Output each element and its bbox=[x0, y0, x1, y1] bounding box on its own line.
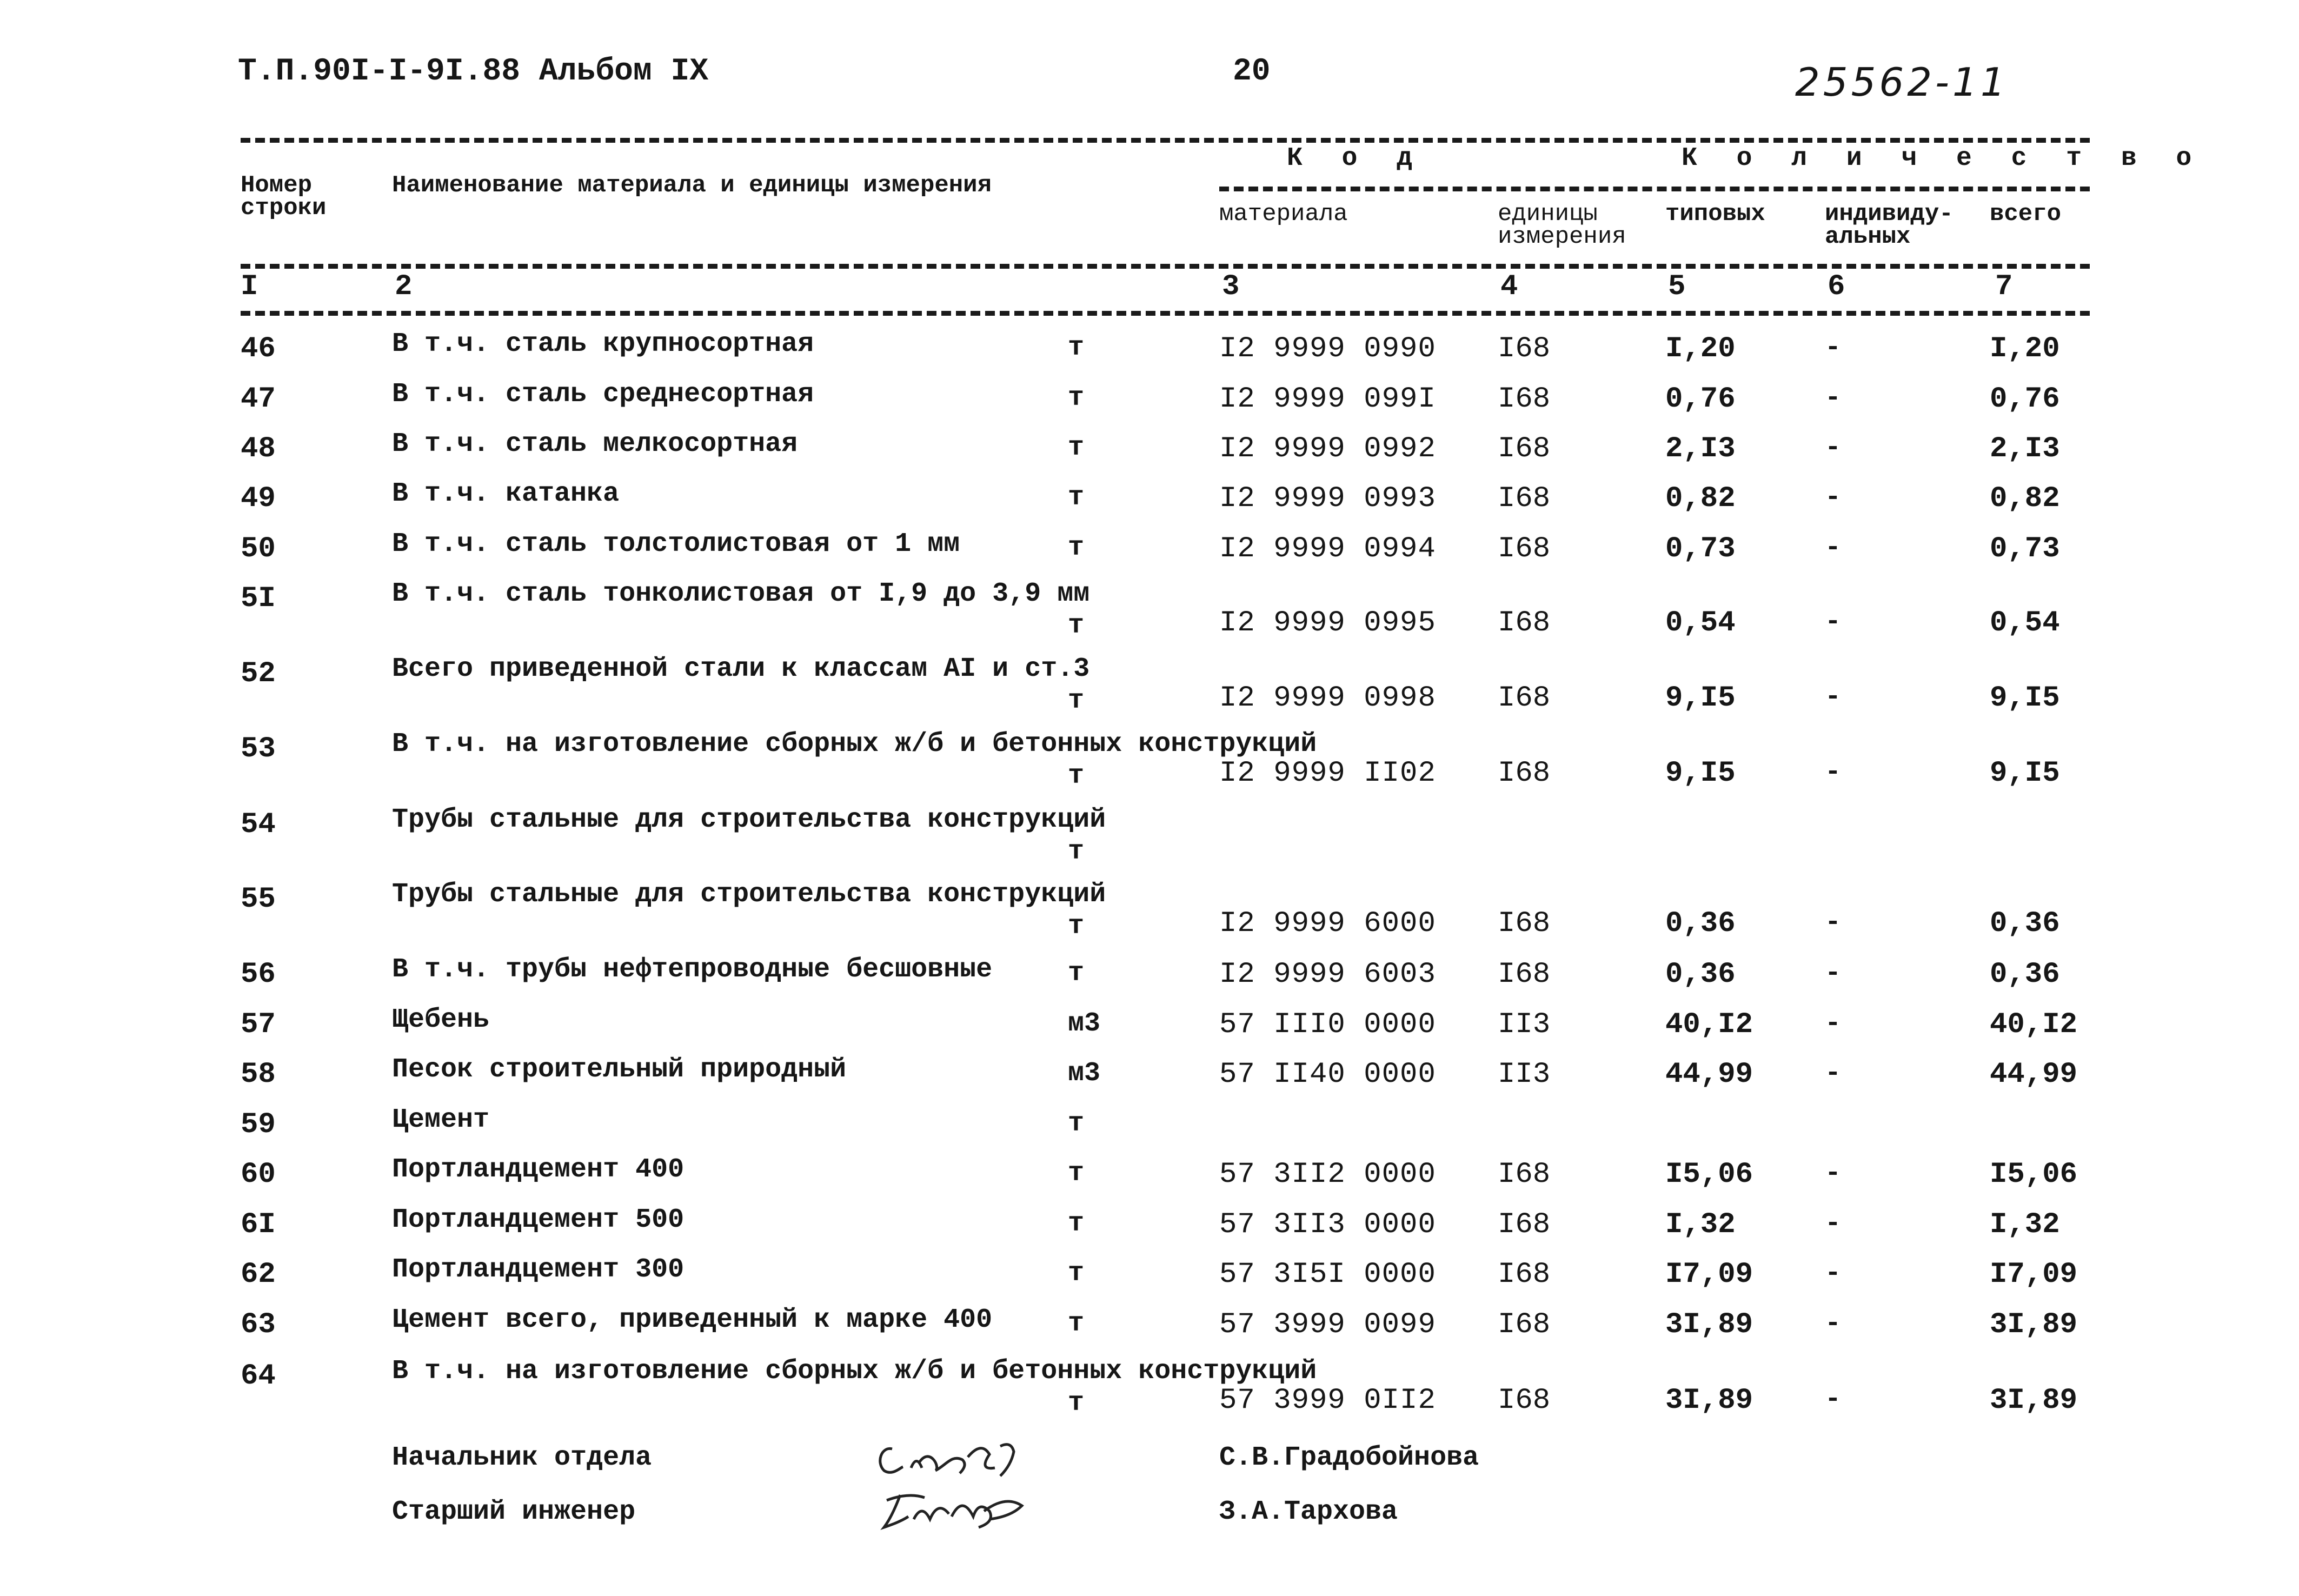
total-quantity: 9,I5 bbox=[1990, 682, 2060, 715]
material-code: I2 9999 0994 bbox=[1219, 533, 1436, 566]
row-number: 60 bbox=[241, 1158, 276, 1191]
typical-quantity: 40,I2 bbox=[1665, 1008, 1753, 1041]
material-name: Всего приведенной стали к классам АI и ст.3 bbox=[392, 654, 1090, 684]
individual-quantity: - bbox=[1825, 1008, 1842, 1039]
typical-quantity: 0,73 bbox=[1665, 533, 1736, 566]
header-typical: типовых bbox=[1665, 201, 1765, 228]
header-quantity-group: К о л и ч е с т в о bbox=[1682, 144, 2204, 173]
total-quantity: I,32 bbox=[1990, 1208, 2060, 1241]
header-individual: индивиду-альных bbox=[1825, 201, 1954, 250]
column-number: 5 bbox=[1668, 270, 1686, 303]
typical-quantity: 9,I5 bbox=[1665, 682, 1736, 715]
material-code: 57 3999 0099 bbox=[1219, 1308, 1436, 1341]
material-code: I2 9999 6003 bbox=[1219, 958, 1436, 991]
measure-code: I68 bbox=[1498, 682, 1551, 715]
material-name: В т.ч. катанка bbox=[392, 478, 620, 509]
total-quantity: 0,73 bbox=[1990, 533, 2060, 566]
material-code: 57 3999 0II2 bbox=[1219, 1384, 1436, 1417]
material-name: Щебень bbox=[392, 1005, 490, 1035]
typical-quantity: 2,I3 bbox=[1665, 433, 1736, 466]
total-quantity: 40,I2 bbox=[1990, 1008, 2078, 1041]
total-quantity: I5,06 bbox=[1990, 1158, 2078, 1191]
material-name: В т.ч. на изготовление сборных ж/б и бетонных конструкций bbox=[392, 729, 1317, 760]
unit: т bbox=[1068, 1108, 1085, 1139]
document-reference: Т.П.90I-I-9I.88 Альбом IX bbox=[238, 54, 709, 89]
measure-code: I68 bbox=[1498, 1208, 1551, 1241]
header-measure-code: единицы измерения bbox=[1498, 201, 1626, 250]
row-number: 46 bbox=[241, 332, 276, 365]
measure-code: I68 bbox=[1498, 1258, 1551, 1291]
individual-quantity: - bbox=[1825, 682, 1842, 713]
measure-code: I68 bbox=[1498, 607, 1551, 640]
column-number: 4 bbox=[1500, 270, 1518, 303]
material-name: В т.ч. на изготовление сборных ж/б и бетонных конструкций bbox=[392, 1356, 1317, 1387]
individual-quantity: - bbox=[1825, 607, 1842, 637]
row-number: 62 bbox=[241, 1258, 276, 1291]
unit: м3 bbox=[1068, 1008, 1101, 1039]
unit: т bbox=[1068, 958, 1085, 989]
individual-quantity: - bbox=[1825, 1208, 1842, 1239]
row-number: 59 bbox=[241, 1108, 276, 1141]
row-number: 53 bbox=[241, 733, 276, 766]
column-number: 2 bbox=[395, 270, 413, 303]
typical-quantity: I5,06 bbox=[1665, 1158, 1753, 1191]
measure-code: II3 bbox=[1498, 1058, 1551, 1091]
row-number: 57 bbox=[241, 1008, 276, 1041]
total-quantity: 0,76 bbox=[1990, 383, 2060, 416]
material-name: В т.ч. сталь толстолистовая от 1 мм bbox=[392, 529, 960, 560]
unit: т bbox=[1068, 1308, 1085, 1339]
total-quantity: I,20 bbox=[1990, 332, 2060, 365]
material-code: I2 9999 0992 bbox=[1219, 433, 1436, 466]
individual-quantity: - bbox=[1825, 1058, 1842, 1089]
column-number: 3 bbox=[1222, 270, 1240, 303]
individual-quantity: - bbox=[1825, 1384, 1842, 1415]
page-number: 20 bbox=[1233, 54, 1271, 89]
individual-quantity: - bbox=[1825, 1158, 1842, 1189]
unit: т bbox=[1068, 911, 1085, 942]
unit: т bbox=[1068, 383, 1085, 414]
material-code: I2 9999 0990 bbox=[1219, 332, 1436, 365]
measure-code: I68 bbox=[1498, 1384, 1551, 1417]
typical-quantity: 0,36 bbox=[1665, 907, 1736, 940]
measure-code: I68 bbox=[1498, 332, 1551, 365]
unit: т bbox=[1068, 1388, 1085, 1419]
material-code: 57 3II3 0000 bbox=[1219, 1208, 1436, 1241]
total-quantity: 44,99 bbox=[1990, 1058, 2078, 1091]
typical-quantity: 44,99 bbox=[1665, 1058, 1753, 1091]
unit: т bbox=[1068, 1258, 1085, 1289]
typical-quantity: 3I,89 bbox=[1665, 1384, 1753, 1417]
row-number: 56 bbox=[241, 958, 276, 991]
material-name: Цемент bbox=[392, 1105, 490, 1135]
measure-code: I68 bbox=[1498, 958, 1551, 991]
row-number: 52 bbox=[241, 657, 276, 690]
individual-quantity: - bbox=[1825, 332, 1842, 363]
unit: т bbox=[1068, 332, 1085, 363]
material-name: Цемент всего, приведенный к марке 400 bbox=[392, 1305, 993, 1335]
row-number: 47 bbox=[241, 383, 276, 416]
measure-code: I68 bbox=[1498, 757, 1551, 790]
handwritten-signature-2 bbox=[876, 1479, 1054, 1538]
unit: т bbox=[1068, 686, 1085, 716]
row-number: 58 bbox=[241, 1058, 276, 1091]
material-code: I2 9999 0995 bbox=[1219, 607, 1436, 640]
measure-code: I68 bbox=[1498, 482, 1551, 515]
row-number: 48 bbox=[241, 433, 276, 466]
signatory-name: С.В.Градобойнова bbox=[1219, 1442, 1479, 1473]
measure-code: I68 bbox=[1498, 907, 1551, 940]
typical-quantity: 9,I5 bbox=[1665, 757, 1736, 790]
measure-code: II3 bbox=[1498, 1008, 1551, 1041]
material-code: I2 9999 0998 bbox=[1219, 682, 1436, 715]
total-quantity: 0,82 bbox=[1990, 482, 2060, 515]
total-quantity: 0,36 bbox=[1990, 958, 2060, 991]
individual-quantity: - bbox=[1825, 907, 1842, 938]
material-code: I2 9999 0993 bbox=[1219, 482, 1436, 515]
material-name: Портландцемент 300 bbox=[392, 1254, 685, 1285]
individual-quantity: - bbox=[1825, 533, 1842, 563]
unit: т bbox=[1068, 533, 1085, 563]
individual-quantity: - bbox=[1825, 433, 1842, 463]
material-code: 57 3I5I 0000 bbox=[1219, 1258, 1436, 1291]
measure-code: I68 bbox=[1498, 383, 1551, 416]
material-name: Портландцемент 400 bbox=[392, 1154, 685, 1185]
header-total: всего bbox=[1990, 201, 2062, 228]
typical-quantity: I7,09 bbox=[1665, 1258, 1753, 1291]
header-name: Наименование материала и единицы измерения bbox=[392, 172, 992, 199]
column-number: 6 bbox=[1828, 270, 1845, 303]
material-name: Трубы стальные для строительства конструкций bbox=[392, 879, 1106, 910]
material-name: Портландцемент 500 bbox=[392, 1205, 685, 1235]
typical-quantity: 0,76 bbox=[1665, 383, 1736, 416]
material-name: В т.ч. сталь тонколистовая от I,9 до 3,9 мм bbox=[392, 578, 1090, 609]
total-quantity: 2,I3 bbox=[1990, 433, 2060, 466]
header-top-rule bbox=[241, 138, 2090, 143]
material-name: В т.ч. сталь мелкосортная bbox=[392, 429, 798, 460]
material-name: Песок строительный природный bbox=[392, 1054, 847, 1085]
typical-quantity: 0,36 bbox=[1665, 958, 1736, 991]
individual-quantity: - bbox=[1825, 757, 1842, 788]
signatory-role: Начальник отдела bbox=[392, 1442, 652, 1473]
row-number: 64 bbox=[241, 1360, 276, 1393]
typical-quantity: 0,54 bbox=[1665, 607, 1736, 640]
material-code: 57 3II2 0000 bbox=[1219, 1158, 1436, 1191]
signatory-role: Старший инженер bbox=[392, 1497, 636, 1527]
individual-quantity: - bbox=[1825, 1258, 1842, 1289]
signatory-name: З.А.Тархова bbox=[1219, 1497, 1398, 1527]
row-number: 50 bbox=[241, 533, 276, 566]
total-quantity: 3I,89 bbox=[1990, 1308, 2078, 1341]
header-row-number: Номер строки bbox=[241, 172, 327, 222]
row-number: 49 bbox=[241, 482, 276, 515]
unit: т bbox=[1068, 1208, 1085, 1239]
row-number: 55 bbox=[241, 883, 276, 916]
total-quantity: 0,36 bbox=[1990, 907, 2060, 940]
handwritten-signature-1 bbox=[871, 1425, 1049, 1484]
typical-quantity: 0,82 bbox=[1665, 482, 1736, 515]
measure-code: I68 bbox=[1498, 533, 1551, 566]
unit: м3 bbox=[1068, 1058, 1101, 1089]
column-number: I bbox=[241, 270, 258, 303]
material-code: I2 9999 099I bbox=[1219, 383, 1436, 416]
individual-quantity: - bbox=[1825, 482, 1842, 513]
total-quantity: 3I,89 bbox=[1990, 1384, 2078, 1417]
unit: т bbox=[1068, 610, 1085, 641]
individual-quantity: - bbox=[1825, 1308, 1842, 1339]
total-quantity: 0,54 bbox=[1990, 607, 2060, 640]
typical-quantity: I,20 bbox=[1665, 332, 1736, 365]
individual-quantity: - bbox=[1825, 383, 1842, 414]
total-quantity: 9,I5 bbox=[1990, 757, 2060, 790]
unit: т bbox=[1068, 761, 1085, 792]
row-number: 6I bbox=[241, 1208, 276, 1241]
typical-quantity: I,32 bbox=[1665, 1208, 1736, 1241]
measure-code: I68 bbox=[1498, 1308, 1551, 1341]
archive-stamp-number: 25562-11 bbox=[1795, 59, 2009, 105]
material-code: I2 9999 6000 bbox=[1219, 907, 1436, 940]
unit: т bbox=[1068, 482, 1085, 513]
column-number: 7 bbox=[1995, 270, 2013, 303]
material-code: 57 III0 0000 bbox=[1219, 1008, 1436, 1041]
measure-code: I68 bbox=[1498, 433, 1551, 466]
header-code-group: К о д bbox=[1287, 144, 1425, 173]
individual-quantity: - bbox=[1825, 958, 1842, 989]
row-number: 54 bbox=[241, 808, 276, 841]
measure-code: I68 bbox=[1498, 1158, 1551, 1191]
header-mid-rule bbox=[241, 264, 2090, 269]
unit: т bbox=[1068, 836, 1085, 867]
row-number: 63 bbox=[241, 1308, 276, 1341]
header-group-rule bbox=[1219, 187, 2090, 191]
total-quantity: I7,09 bbox=[1990, 1258, 2078, 1291]
material-name: В т.ч. сталь крупносортная bbox=[392, 329, 814, 360]
unit: т bbox=[1068, 433, 1085, 463]
material-code: I2 9999 II02 bbox=[1219, 757, 1436, 790]
material-name: В т.ч. сталь среднесортная bbox=[392, 379, 814, 410]
material-name: Трубы стальные для строительства конструкций bbox=[392, 804, 1106, 835]
row-number: 5I bbox=[241, 582, 276, 615]
material-name: В т.ч. трубы нефтепроводные бесшовные bbox=[392, 954, 993, 985]
header-bottom-rule bbox=[241, 311, 2090, 316]
typical-quantity: 3I,89 bbox=[1665, 1308, 1753, 1341]
unit: т bbox=[1068, 1158, 1085, 1189]
material-code: 57 II40 0000 bbox=[1219, 1058, 1436, 1091]
header-material-code: материала bbox=[1219, 201, 1348, 228]
